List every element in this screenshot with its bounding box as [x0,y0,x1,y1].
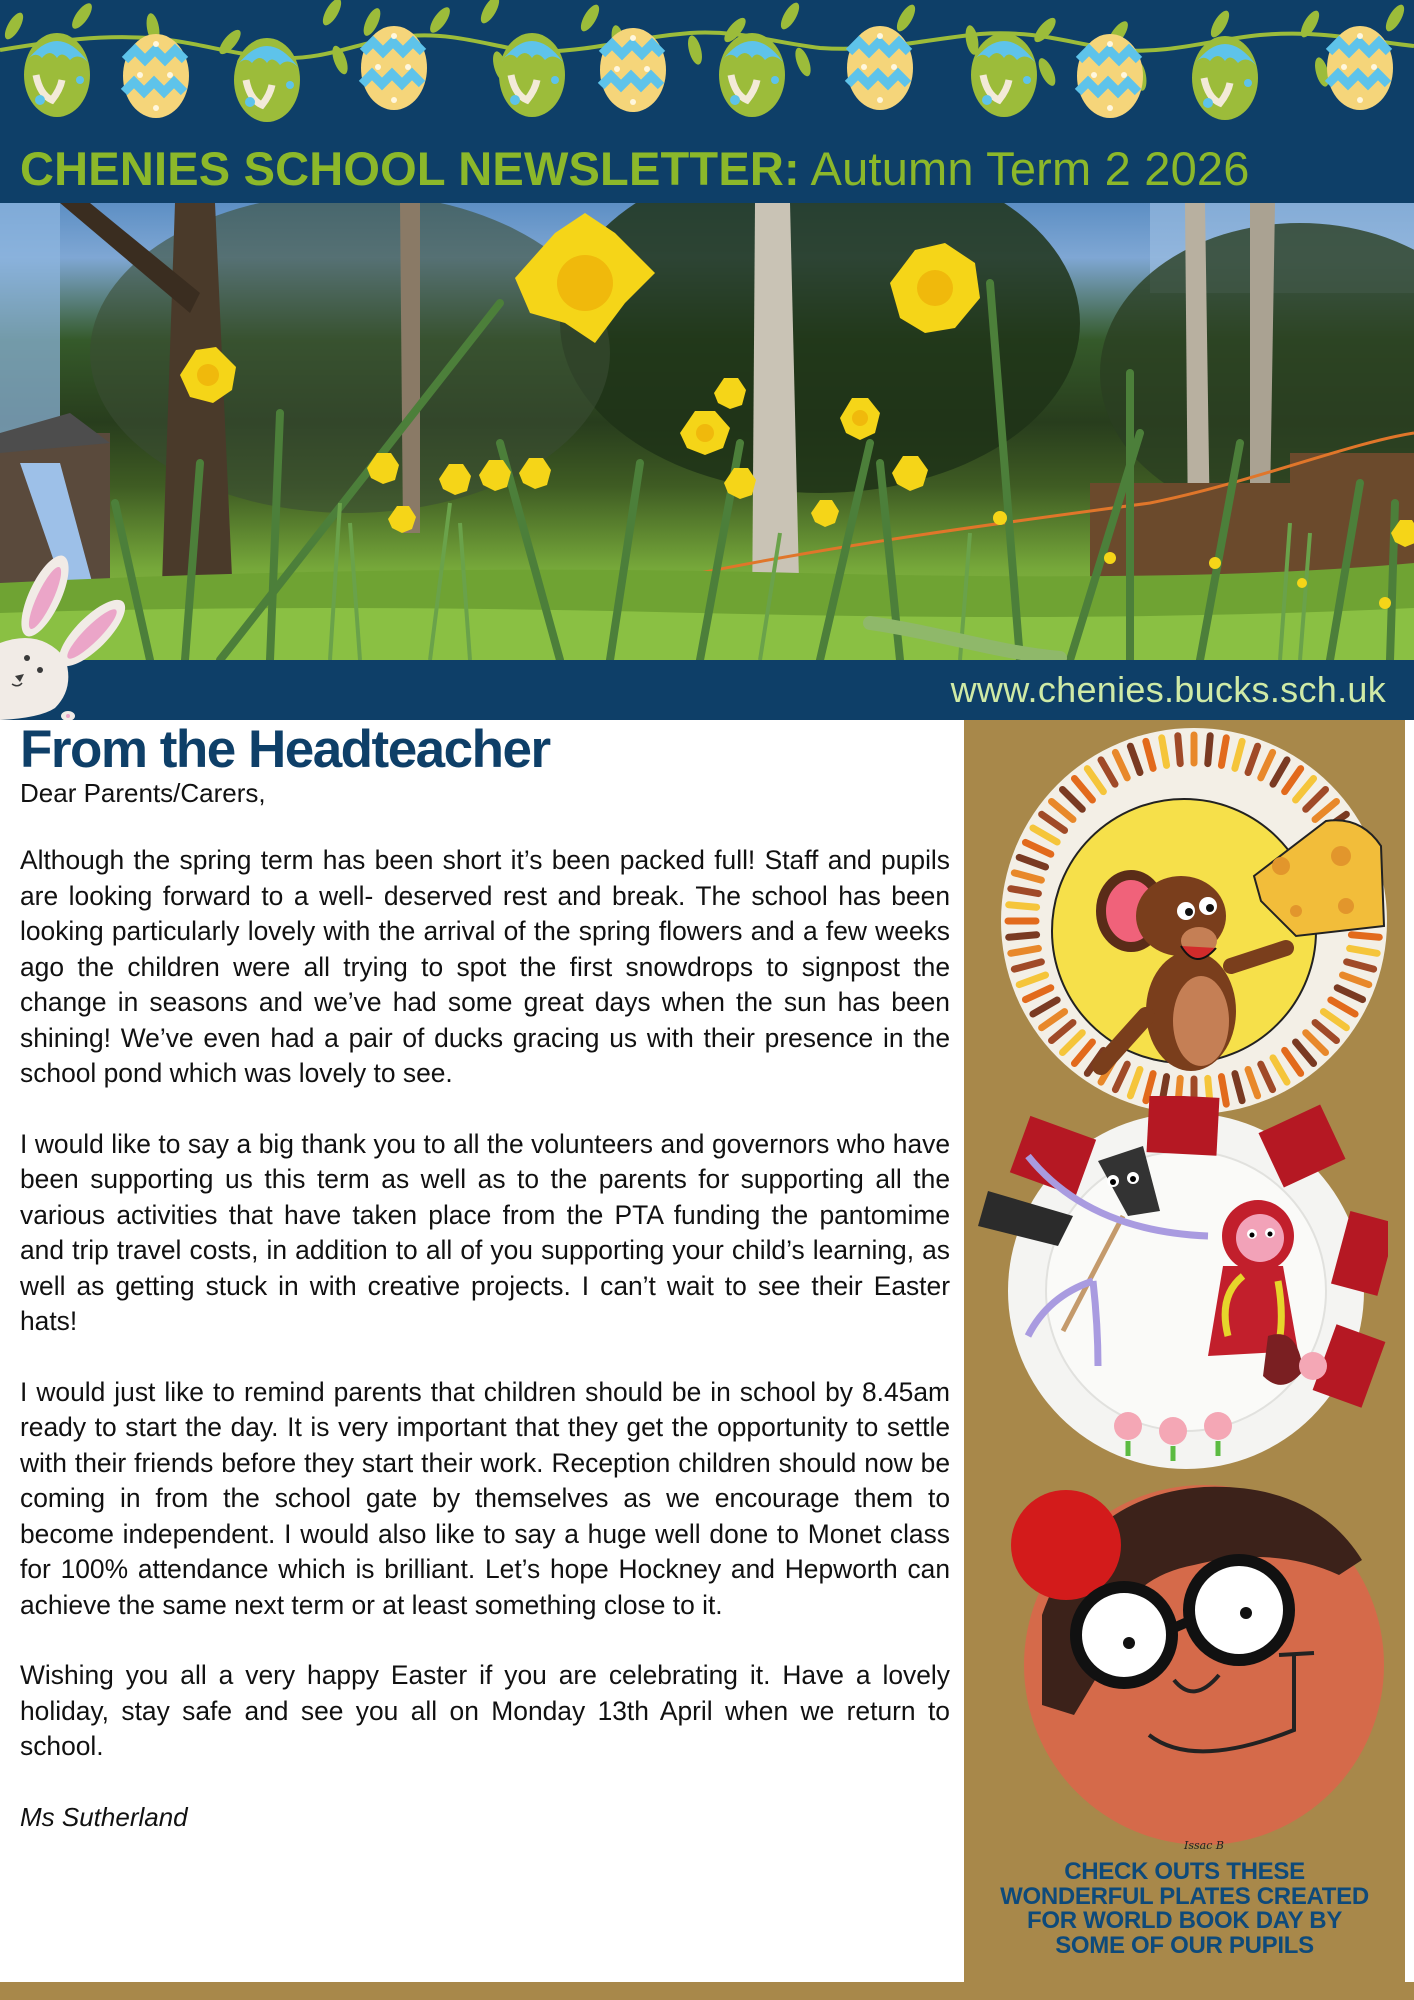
title-term: Autumn Term 2 2026 [810,142,1250,195]
egg-green-icon [1192,36,1258,120]
egg-yellow-icon [361,26,427,110]
easter-bunny-icon [0,548,130,720]
plate-rim-stroke [1011,948,1039,953]
egg-green-icon [234,38,300,122]
plate-rim-stroke [1350,948,1378,953]
caption-line: SOME OF OUR PUPILS [1055,1931,1314,1959]
plate-rim-stroke [1221,738,1226,766]
sidebar-caption [964,1860,1405,1958]
plate-rim-stroke [1009,905,1037,907]
banner-photo-daffodils [0,203,1414,660]
egg-green-icon [971,33,1037,117]
plate-rim-stroke [1351,935,1379,937]
egg-green-icon [24,33,90,117]
plate-rim-stroke [1011,889,1039,894]
red-riding-hood-plate [968,1096,1388,1481]
headteacher-letter [20,722,950,1835]
plate-rim-stroke [1009,935,1037,937]
plate-signature: Issac B [1184,1839,1224,1852]
letter-signoff: Ms Sutherland [20,1801,188,1832]
egg-green-icon [499,33,565,117]
egg-green-icon [719,33,785,117]
caption-line: FOR WORLD BOOK DAY BY [1026,1907,1343,1934]
title-school-name: CHENIES SCHOOL NEWSLETTER: [20,142,800,195]
letter-paragraph: Wishing you all a very happy Easter if you are celebrating it. Have a lovely holiday, stay safe and see you all on Monday 13th April when we return to school. [20,1660,950,1761]
newsletter-title [20,140,1250,198]
egg-yellow-icon [1327,26,1393,110]
world-book-day-sidebar [964,720,1405,1982]
egg-yellow-icon [123,34,189,118]
egg-yellow-icon [1077,34,1143,118]
footer-strip [0,1982,1414,2000]
letter-greeting: Dear Parents/Carers, [20,778,266,808]
letter-paragraph: I would just like to remind parents that children should be in school by 8.45am ready to start the day. It is very important that they get the opportunity to settle with their friends before they start their work. Reception children should now be coming in from the school gate by themselves as we encourage them to become independent. I would also like to say a huge well done to Monet class for 100% attendance which is brilliant. Let’s hope Hockney and Hepworth can achieve the same next term or at least something close to it. [20,1376,950,1620]
letter-paragraph: Although the spring term has been short it’s been packed full! Staff and pupils are looking forward to a well- deserved rest and break. The school has been looking particularly lovely with the arrival of the spring flowers and a few weeks ago the children were all trying to spot the first snowdrops to signpost the change in seasons and we’ve had some great days when the sun has been shining! We’ve even had a pair of ducks gracing us with their presence in the school pond which was lovely to see. [20,845,950,1088]
easter-egg-garland [0,0,1414,130]
caption-line: WONDERFUL PLATES CREATED [1000,1882,1369,1910]
mouse-and-cheese-plate [996,726,1392,1116]
plate-rim-stroke [1178,736,1180,764]
egg-yellow-icon [847,26,913,110]
egg-yellow-icon [600,28,666,112]
letter-paragraph: I would like to say a big thank you to all the volunteers and governors who have been supporting us this term as well as to the parents for supporting all the various activities that have taken place from the PTA funding the pantomime and trip travel costs, in addition to all of you supporting your child’s learning, as well as getting stuck in with creative projects. I can’t wait to see their Easter hats! [20,1128,950,1336]
plate-rim-stroke [1208,736,1210,764]
caption-line: CHECK OUTS THESE [1064,1858,1305,1885]
letter-heading: From the Headteacher [20,720,550,779]
wally-face-plate [994,1465,1389,1850]
plate-rim-stroke [1162,738,1167,766]
website-band [0,660,1414,720]
school-website-link[interactable]: www.chenies.bucks.sch.uk [950,669,1386,710]
newsletter-header [0,0,1414,203]
